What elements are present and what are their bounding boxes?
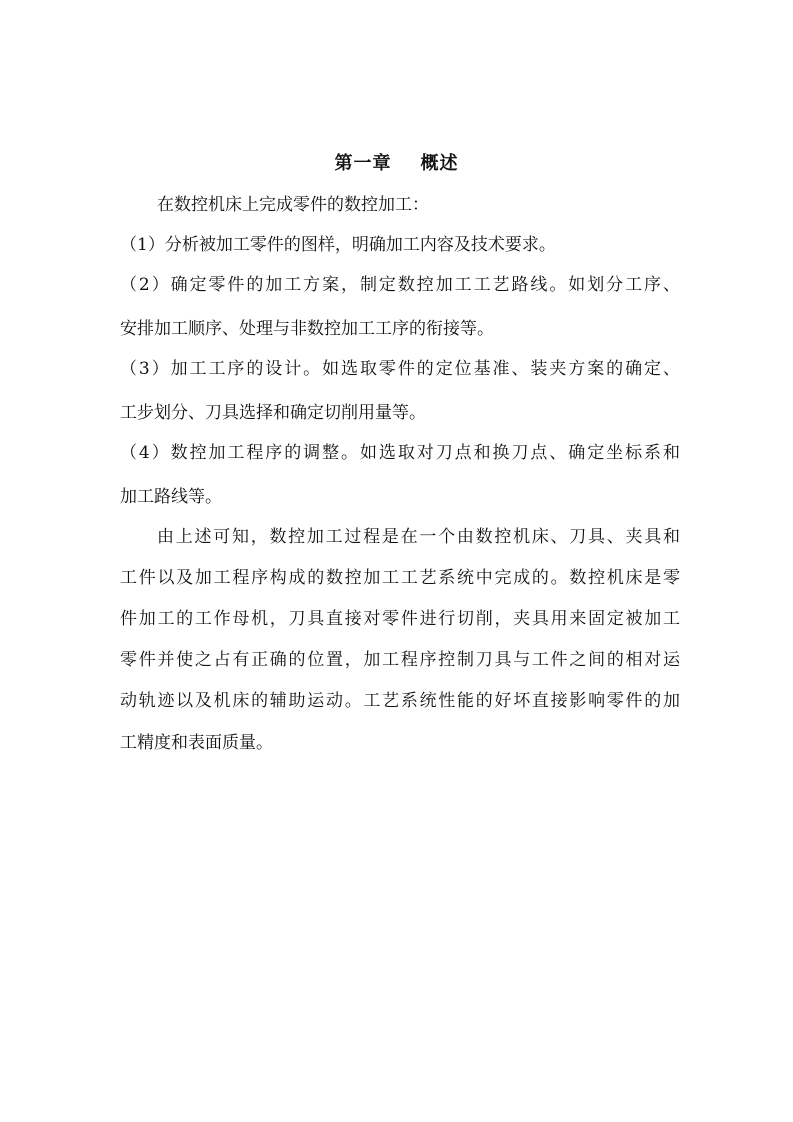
paragraph-line: 由上述可知，数控加工过程是在一个由数控机床、刀具、夹具和 xyxy=(157,527,680,547)
chapter-title: 第一章 概述 xyxy=(334,153,459,174)
paragraph-line: 加工路线等。 xyxy=(120,487,222,507)
paragraph-line: （2）确定零件的加工方案，制定数控加工工艺路线。如划分工序、 xyxy=(120,275,680,295)
paragraph-line: 动轨迹以及机床的辅助运动。工艺系统性能的好坏直接影响零件的加 xyxy=(120,691,680,711)
paragraph-line: （3）加工工序的设计。如选取零件的定位基准、装夹方案的确定、 xyxy=(120,359,680,379)
paragraph-line: 工精度和表面质量。 xyxy=(120,733,273,753)
paragraph-line: （4）数控加工程序的调整。如选取对刀点和换刀点、确定坐标系和 xyxy=(120,443,680,463)
paragraph-line: （1）分析被加工零件的图样，明确加工内容及技术要求。 xyxy=(120,235,556,255)
paragraph-line: 安排加工顺序、处理与非数控加工工序的衔接等。 xyxy=(120,319,494,339)
paragraph-line: 工件以及加工程序构成的数控加工工艺系统中完成的。数控机床是零 xyxy=(120,568,680,588)
paragraph-line: 件加工的工作母机，刀具直接对零件进行切削，夹具用来固定被加工 xyxy=(120,609,680,629)
paragraph-line: 在数控机床上完成零件的数控加工： xyxy=(157,195,429,215)
paragraph-line: 工步划分、刀具选择和确定切削用量等。 xyxy=(120,403,426,423)
paragraph-line: 零件并使之占有正确的位置，加工程序控制刀具与工件之间的相对运 xyxy=(120,650,680,670)
